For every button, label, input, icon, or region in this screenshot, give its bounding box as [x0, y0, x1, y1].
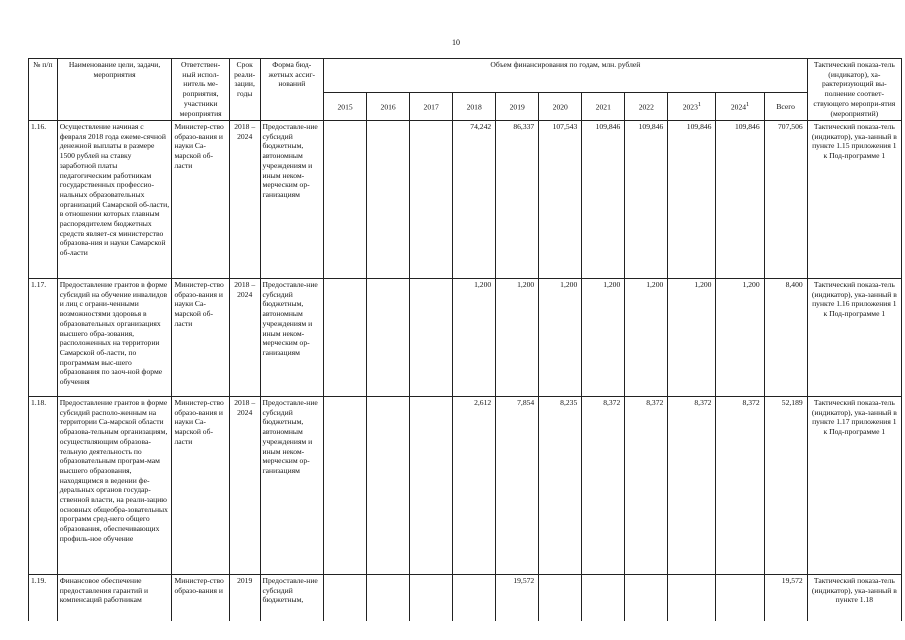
- header-responsible: Ответствен-ный испол-нитель ме-роприятия, участники мероприятия: [172, 59, 229, 121]
- header-name: Наименование цели, задачи, мероприятия: [57, 59, 172, 121]
- row-total: 19,572: [764, 575, 807, 621]
- header-year: 2016: [367, 93, 410, 121]
- header-year: 2020: [539, 93, 582, 121]
- row-value: [410, 279, 453, 397]
- row-value: [367, 575, 410, 621]
- header-year: 2023$^1$: [668, 93, 716, 121]
- row-number: 1.16.: [29, 121, 58, 279]
- row-form: Предоставле-ние субсидий бюджетным,: [260, 575, 324, 621]
- row-value: [582, 575, 625, 621]
- row-number: 1.18.: [29, 397, 58, 575]
- row-value: 1,200: [453, 279, 496, 397]
- header-no: № п/п: [29, 59, 58, 121]
- row-value: 1,200: [716, 279, 764, 397]
- row-value: [367, 397, 410, 575]
- row-responsible: Министер-ство образо-вания и науки Са-марской об-ласти: [172, 279, 229, 397]
- header-total: Всего: [764, 93, 807, 121]
- row-value: [539, 575, 582, 621]
- row-value: [324, 121, 367, 279]
- row-name: Предоставление грантов в форме субсидий располо-женным на территории Са-марской области образова-тельным организациям, осуществляющим образова-тельную деятельность по образовательным програм-мам высшего образования, находящимся в ведении фе-деральных органов государ-ственной власти, на реали-зацию основных общеобра-зовательных программ сред-него общего образования, обеспечивающих профиль-ное обучение: [57, 397, 172, 575]
- row-name: Осуществление начиная с февраля 2018 года ежеме-сячной денежной выплаты в размере 1500 рублей на ставку заработной платы педагогическим работникам государственных профессио-нальных образовательных организаций Самарской об-ласти, в отношении которых главным распорядителем бюджетных средств являет-ся министерство образова-ния и науки Самарской об-ласти: [57, 121, 172, 279]
- row-form: Предоставле-ние субсидий бюджетным, автономным учреждениям и иным неком-мерческим ор-ганизациям: [260, 397, 324, 575]
- table-row: [29, 279, 902, 397]
- row-value: 107,543: [539, 121, 582, 279]
- row-value: 109,846: [582, 121, 625, 279]
- financing-table: [28, 58, 902, 621]
- row-value: 7,854: [496, 397, 539, 575]
- row-value: [716, 575, 764, 621]
- header-term: Срок реали-зации, годы: [229, 59, 260, 121]
- header-year: 2017: [410, 93, 453, 121]
- row-value: 109,846: [668, 121, 716, 279]
- row-value: 8,372: [668, 397, 716, 575]
- row-total: 8,400: [764, 279, 807, 397]
- row-value: 8,372: [716, 397, 764, 575]
- row-responsible: Министер-ство образо-вания и: [172, 575, 229, 621]
- row-form: Предоставле-ние субсидий бюджетным, автономным учреждениям и иным неком-мерческим ор-ганизациям: [260, 279, 324, 397]
- row-term: 2018 – 2024: [229, 121, 260, 279]
- row-value: [367, 279, 410, 397]
- row-value: 2,612: [453, 397, 496, 575]
- header-finance: Объем финансирования по годам, млн. рублей: [324, 59, 808, 93]
- row-value: 8,372: [625, 397, 668, 575]
- row-name: Предоставление грантов в форме субсидий на обучение инвалидов и лиц с ограни-ченными возможностями здоровья в образовательных организациях высшего обра-зования, расположенных на территории Самарской об-ласти, по программам выс-шего образования по заоч-ной форме обучения: [57, 279, 172, 397]
- row-value: [410, 397, 453, 575]
- row-value: 86,337: [496, 121, 539, 279]
- header-year: 2024$^1$: [716, 93, 764, 121]
- row-value: 8,235: [539, 397, 582, 575]
- row-value: [668, 575, 716, 621]
- row-term: 2019: [229, 575, 260, 621]
- row-value: [367, 121, 410, 279]
- row-total: 52,189: [764, 397, 807, 575]
- row-value: 1,200: [496, 279, 539, 397]
- table-row: [29, 397, 902, 575]
- header-year: 2018: [453, 93, 496, 121]
- header-indicator: Тактический показа-тель (индикатор), ха-рактеризующий вы-полнение соответ-ствующего меропри-ятия (мероприятий): [807, 59, 901, 121]
- header-year: 2022: [625, 93, 668, 121]
- table-row: [29, 121, 902, 279]
- row-value: [625, 575, 668, 621]
- row-indicator: Тактический показа-тель (индикатор), ука-занный в пункте 1.15 приложения 1 к Под-программе 1: [807, 121, 901, 279]
- row-value: 109,846: [716, 121, 764, 279]
- row-value: [324, 279, 367, 397]
- page-number: 10: [452, 38, 460, 47]
- row-value: [324, 397, 367, 575]
- row-value: [453, 575, 496, 621]
- row-responsible: Министер-ство образо-вания и науки Са-марской об-ласти: [172, 397, 229, 575]
- row-value: 19,572: [496, 575, 539, 621]
- row-value: 1,200: [539, 279, 582, 397]
- row-term: 2018 – 2024: [229, 397, 260, 575]
- row-value: 1,200: [582, 279, 625, 397]
- row-value: [324, 575, 367, 621]
- header-form: Форма бюд-жетных ассиг-нований: [260, 59, 324, 121]
- header-year: 2015: [324, 93, 367, 121]
- row-value: 1,200: [625, 279, 668, 397]
- row-value: [410, 575, 453, 621]
- row-indicator: Тактический показа-тель (индикатор), ука-занный в пункте 1.17 приложения 1 к Под-программе 1: [807, 397, 901, 575]
- row-indicator: Тактический показа-тель (индикатор), ука-занный в пункте 1.16 приложения 1 к Под-программе 1: [807, 279, 901, 397]
- row-number: 1.17.: [29, 279, 58, 397]
- row-form: Предоставле-ние субсидий бюджетным, автономным учреждениям и иным неком-мерческим ор-ганизациям: [260, 121, 324, 279]
- row-number: 1.19.: [29, 575, 58, 621]
- row-total: 707,506: [764, 121, 807, 279]
- row-indicator: Тактический показа-тель (индикатор), ука-занный в пункте 1.18: [807, 575, 901, 621]
- header-year: 2021: [582, 93, 625, 121]
- row-responsible: Министер-ство образо-вания и науки Са-марской об-ласти: [172, 121, 229, 279]
- row-value: [410, 121, 453, 279]
- table-row: [29, 575, 902, 621]
- row-name: Финансовое обеспечение предоставления гарантий и компенсаций работникам: [57, 575, 172, 621]
- header-year: 2019: [496, 93, 539, 121]
- row-value: 8,372: [582, 397, 625, 575]
- row-value: 74,242: [453, 121, 496, 279]
- row-value: 1,200: [668, 279, 716, 397]
- row-term: 2018 – 2024: [229, 279, 260, 397]
- row-value: 109,846: [625, 121, 668, 279]
